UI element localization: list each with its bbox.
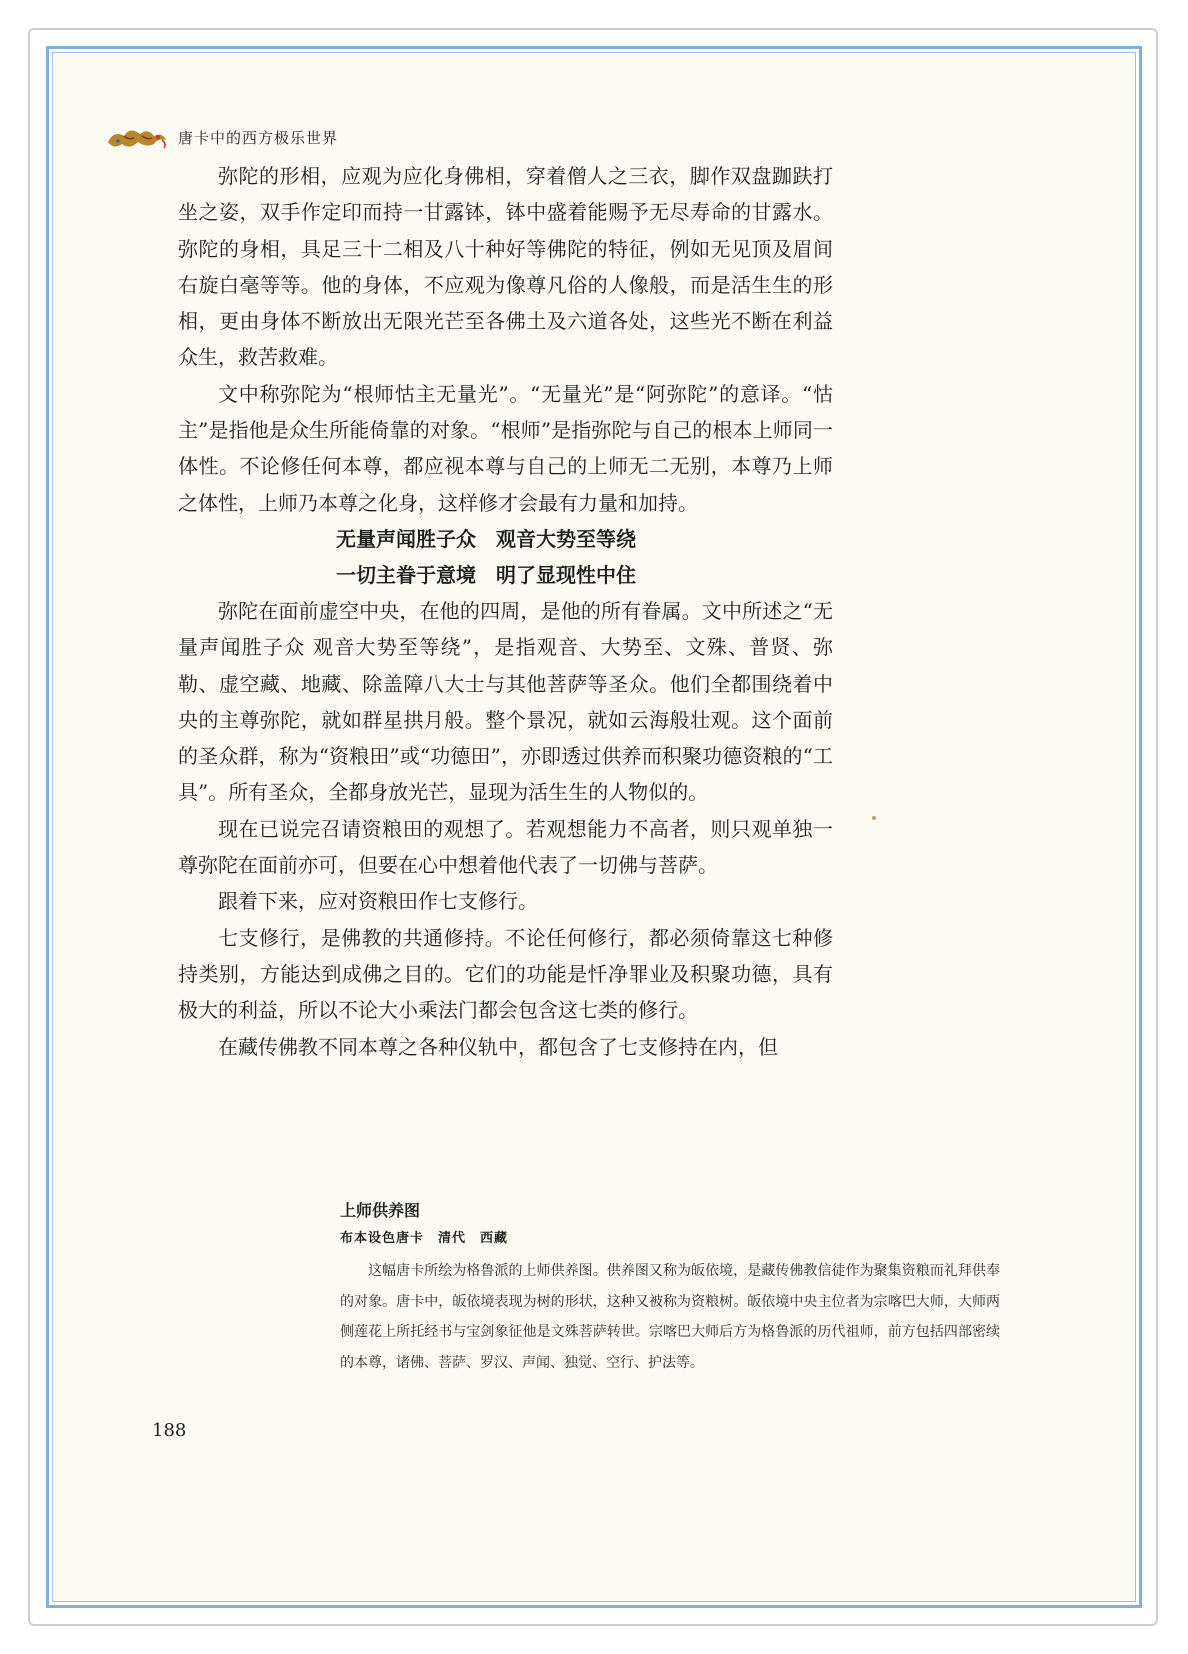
main-text: [178, 158, 833, 1065]
verse-line: 无量声闻胜子众 观音大势至等绕: [336, 526, 636, 551]
caption-description: 这幅唐卡所绘为格鲁派的上师供养图。供养图又称为皈依境，是藏传佛教信徒作为聚集资粮而礼拜供奉的对象。唐卡中，皈依境表现为树的形状，这种又被称为资粮树。皈依境中央主位者为宗喀巴大师，大师两侧莲花上所托经书与宝剑象征他是文殊菩萨转世。宗喀巴大师后方为格鲁派的历代祖师，前方包括四部密续的本尊，诸佛、菩萨、罗汉、声闻、独觉、空行、护法等。: [340, 1263, 1000, 1371]
dragon-icon: [104, 122, 170, 152]
paragraph: 弥陀在面前虚空中央，在他的四周，是他的所有眷属。文中所述之“无量声闻胜子众 观音大势至等绕”，是指观音、大势至、文殊、普贤、弥勒、虚空藏、地藏、除盖障八大士与其他菩萨等圣众。他们全都围绕着中央的主尊弥陀，就如群星拱月般。整个景况，就如云海般壮观。这个面前的圣众群，称为“资粮田”或“功德田”，亦即透过供养而积聚功德资粮的“工具”。所有圣众，全都身放光芒，显现为活生生的人物似的。: [178, 598, 833, 805]
caption-subtitle: 布本设色唐卡 清代 西藏: [340, 1231, 509, 1246]
paragraph: 在藏传佛教不同本尊之各种仪轨中，都包含了七支修持在内，但: [218, 1034, 778, 1059]
paper-speck: [872, 816, 876, 820]
caption-title: 上师供养图: [340, 1201, 421, 1220]
header-title: 唐卡中的西方极乐世界: [178, 128, 339, 147]
page-number: 188: [152, 1420, 187, 1441]
paragraph: 七支修行，是佛教的共通修持。不论任何修行，都必须倚靠这七种修持类别，方能达到成佛之目的。它们的功能是忏净罪业及积聚功德，具有极大的利益，所以不论大小乘法门都会包含这七类的修行。: [178, 925, 833, 1023]
verse-line: 一切主眷于意境 明了显现性中住: [336, 562, 636, 587]
image-caption: [340, 1198, 1000, 1378]
paragraph: 文中称弥陀为“根师怙主无量光”。“无量光”是“阿弥陀”的意译。“怙主”是指他是众生所能倚靠的对象。“根师”是指弥陀与自己的根本上师同一体性。不论修任何本尊，都应视本尊与自己的上师无二无别，本尊乃上师之体性，上师乃本尊之化身，这样修才会最有力量和加持。: [178, 381, 833, 515]
paragraph: 现在已说完召请资粮田的观想了。若观想能力不高者，则只观单独一尊弥陀在面前亦可，但要在心中想着他代表了一切佛与菩萨。: [178, 816, 833, 878]
paragraph: 跟着下来，应对资粮田作七支修行。: [218, 889, 538, 914]
paragraph: 弥陀的形相，应观为应化身佛相，穿着僧人之三衣，脚作双盘跏趺打坐之姿，双手作定印而持一甘露钵，钵中盛着能赐予无尽寿命的甘露水。弥陀的身相，具足三十二相及八十种好等佛陀的特征，例如无见顶及眉间右旋白毫等等。他的身体，不应观为像尊凡俗的人像般，而是活生生的形相，更由身体不断放出无限光芒至各佛土及六道各处，这些光不断在利益众生，救苦救难。: [178, 164, 833, 370]
running-header: [104, 122, 338, 152]
